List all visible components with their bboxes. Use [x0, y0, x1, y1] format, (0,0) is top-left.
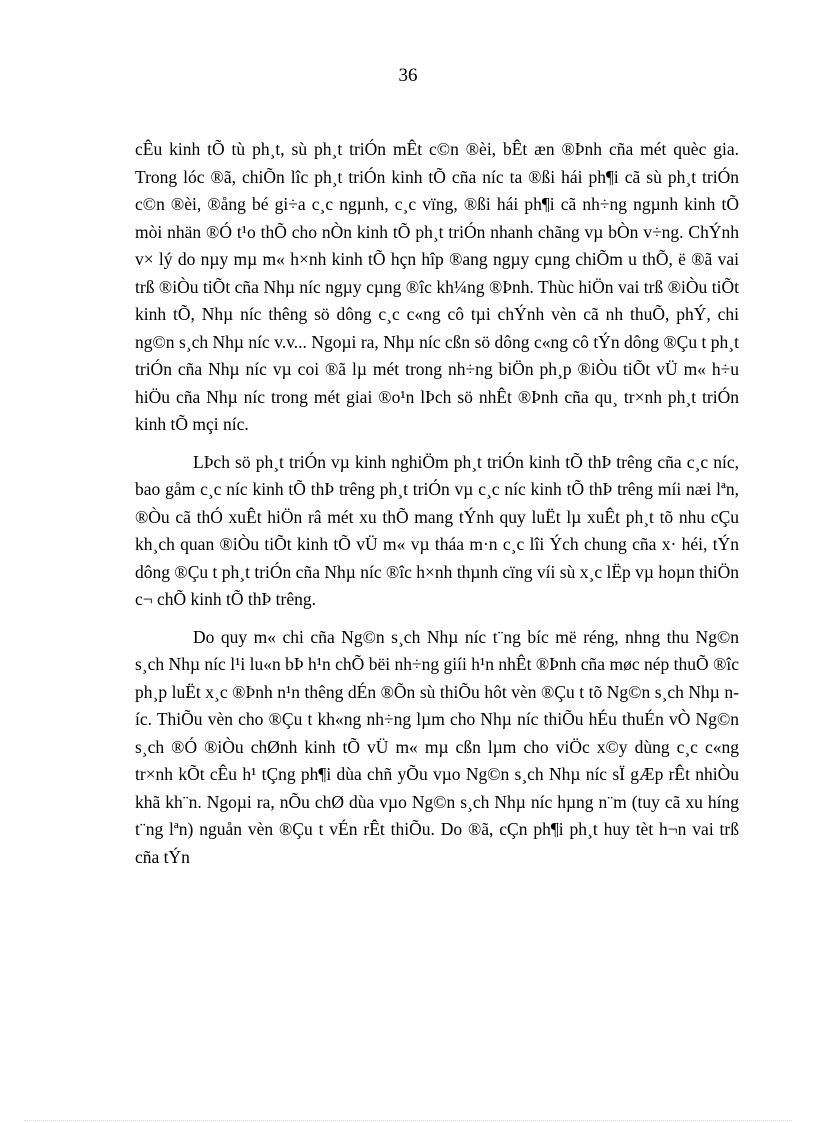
paragraph-2: LÞch sö ph¸t triÓn vµ kinh nghiÖm ph¸t triÓn kinh tÕ thÞ trêng cña c¸c níc, bao gåm c¸c níc kinh tÕ thÞ trêng ph¸t triÓn vµ c¸c níc kinh tÕ thÞ trêng míi næi lªn, ®Òu cã thÓ xuÊt hiÖn râ mét xu thÕ mang tÝnh quy luËt lµ xuÊt ph¸t tõ nhu cÇu kh¸ch quan ®iÒu tiÕt kinh tÕ vÜ m« vµ tháa m·n c¸c lîi Ých chung cña x· héi, tÝn dông ®Çu t ph¸t triÓn cña Nhµ níc ®îc h×nh thµnh cïng víi sù x¸c lËp vµ hoµn thiÖn c¬ chÕ kinh tÕ thÞ trêng. [135, 451, 739, 609]
paragraph-3: Do quy m« chi cña Ng©n s¸ch Nhµ níc t¨ng bíc më réng, nhng thu Ng©n s¸ch Nhµ níc l¹i lu«n bÞ h¹n chÕ bëi nh÷ng giíi h¹n nhÊt ®Þnh cña møc nép thuÕ ®îc ph¸p luËt x¸c ®Þnh n¹n thêng dÉn ®Õn sù thiÕu hôt vèn ®Çu t tõ Ng©n s¸ch Nhµ níc. ThiÕu vèn cho ®Çu t kh«ng nh÷ng lµm cho Nhµ níc thiÕu hÉu thuÉn vÒ Ng©n s¸ch ®Ó ®iÒu chØnh kinh tÕ vÜ m« mµ cßn lµm cho viÖc x©y dùng c¸c c«ng tr×nh kÕt cÊu h¹ tÇng ph¶i dùa chñ yÕu vµo Ng©n s¸ch Nhµ níc sÏ gÆp rÊt nhiÒu khã kh¨n. Ngoµi ra, nÕu chØ dùa vµo Ng©n s¸ch Nhµ níc hµng n¨m (tuy cã xu híng t¨ng lªn) nguån vèn ®Çu t vÉn rÊt thiÕu. Do ®ã, cÇn ph¶i ph¸t huy tèt h¬n vai trß cña tÝn [135, 626, 739, 867]
body-text [135, 136, 739, 871]
page-number: 36 [398, 65, 418, 86]
bottom-dotted-rule [24, 1120, 792, 1121]
paragraph-1: cÊu kinh tÕ tù ph¸t, sù ph¸t triÓn mÊt c©n ®èi, bÊt æn ®Þnh cña mét quèc gia. Trong lóc ®ã, chiÕn lîc ph¸t triÓn kinh tÕ cña níc ta ®ßi hái ph¶i cã sù ph¸t triÓn c©n ®èi, ®ång bé gi÷a c¸c ngµnh, c¸c vïng, ®ßi hái ph¶i cã nh÷ng ngµnh kinh tÕ mòi nhän ®Ó t¹o thÕ cho nÒn kinh tÕ ph¸t triÓn nhanh chãng vµ bÒn v÷ng. ChÝnh v× lý do nµy mµ m« h×nh kinh tÕ hçn hîp ®ang ngµy cµng chiÕm u thÕ, ë ®ã vai trß ®iÒu tiÕt cña Nhµ níc ngµy cµng ®îc kh¼ng ®Þnh. Thùc hiÖn vai trß ®iÒu tiÕt kinh tÕ, Nhµ níc thêng sö dông c¸c c«ng cô tµi chÝnh vèn cã nh thuÕ, phÝ, chi ng©n s¸ch Nhµ níc v.v... Ngoµi ra, Nhµ níc cßn sö dông c«ng cô tÝn dông ®Çu t ph¸t triÓn cña Nhµ níc vµ coi ®ã lµ mét trong nh÷ng biÖn ph¸p ®iÒu tiÕt vÜ m« h÷u hiÖu cña Nhµ níc trong mét giai ®o¹n lÞch sö nhÊt ®Þnh cña qu¸ tr×nh ph¸t triÓn kinh tÕ mçi níc. [135, 139, 739, 434]
